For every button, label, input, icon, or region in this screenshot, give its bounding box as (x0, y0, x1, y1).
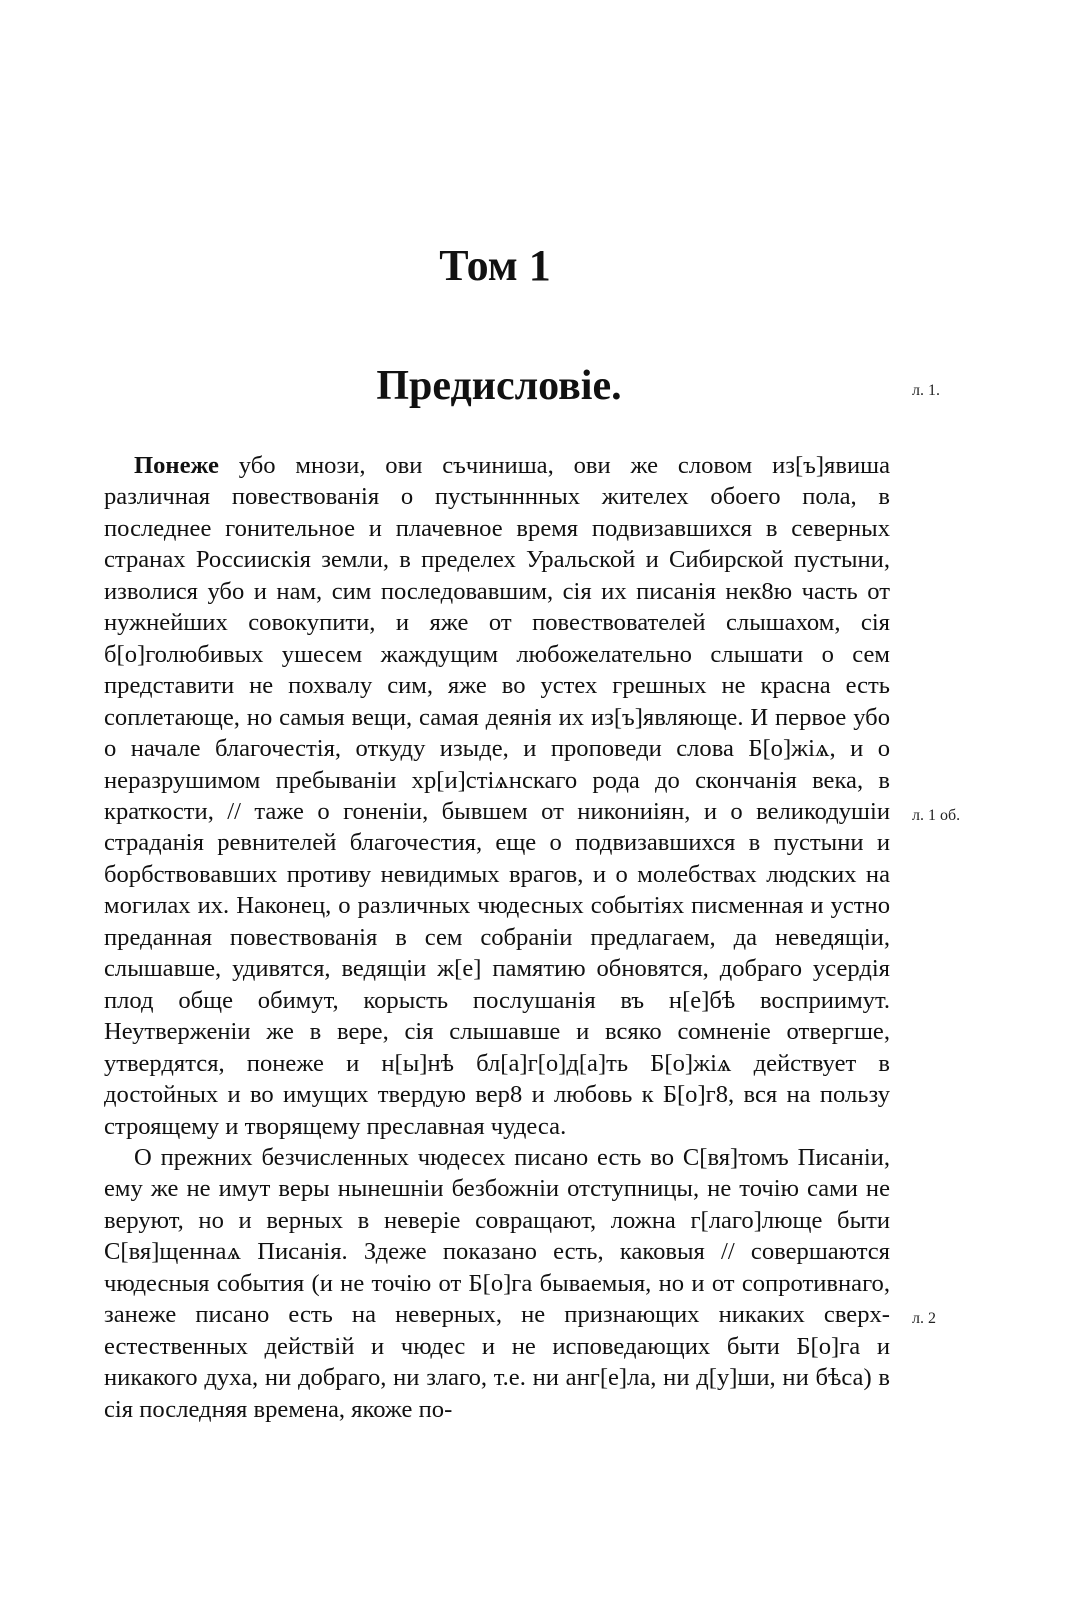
margin-note-leaf-2: л. 2 (912, 1310, 936, 1327)
paragraph-2-text: О прежних безчисленных чюдесех писано есть во С[вя]томъ Писанiи, ему же не имут веры нынешнiи безбожнiи отступницы, не точiю сами не веруют, но и верных в неверiе совращают, ложна г[лаго]люще быти С[вя]щеннаѧ Писанiя. Здеже показано есть, каковыя // совершаются чюдесныя события (и не точiю от Б[о]га бываемыя, но и от сопротивнаго, занеже писано есть на неверных, не признающих никаких сверх-естественных действiй и чюдес и не исповедающих быти Б[о]га и никакого духа, ни добраго, ни злаго, т.е. ни анг[е]ла, ни д[у]ши, ни бѣса) в сiя последняя времена, якоже по- (104, 1143, 890, 1423)
section-title: Предисловiе. (376, 363, 622, 409)
margin-note-leaf-1-verso: л. 1 об. (912, 807, 961, 824)
paragraph-1-text: убо мнози, ови съчиниша, ови же словом из[ъ]явиша различная повествованiя о пустынннных жителех обоего пола, в последнее гонительное и плачевное время подвизавшихся в северных странах Россиискiя земли, в пределех Уральской и Сибирской пустыни, изволися убо и нам, сим последовавшим, сiя их писанiя нек8ю часть от нужнейших совокупити, и яже от повествователей слышахом, сiя б[о]голюбивых ушесем жаждущим любожелательно слышати о сем представити не похвалу сим, яже во устех грешных не красна есть соплетающе, но самыя вещи, самая деянiя их из[ъ]являюще. И первое убо о начале благочестiя, откуду изыде, и проповеди слова Б[о]жiѧ, и о неразрушимом пребыванiи хр[и]стiѧнскаго рода до скончанiя века, в краткости, // таже о гоненiи, бывшем от никониiян, и о великодушiи страданiя ревнителей благочестия, еще о подвизавшихся в пустыни и борбствовавших противу невидимых врагов, и о молебствах людских на могилах их. Наконец, о различных чюдесных событiях писменная и устно преданная повествованiя в сем собранiи предлагаем, да неведящiи, слышавше, удивятся, ведящiи ж[е] памятию обновятся, добраго усердiя плод обще обимут, корысть послушанiя въ н[е]бѣ восприимут. Неутверженiи же в вере, сiя слышавше и всяко сомненiе отвергше, утвердятся, понеже и н[ы]нѣ бл[а]г[о]д[а]ть Б[о]жiѧ действует в достойных и во имущих твердую вер8 и любовь к Б[о]г8, вся на пользу строящему и творящему преславная чудеса. (104, 452, 890, 1140)
margin-note-leaf-1: л. 1. (912, 382, 940, 399)
body-text (104, 450, 890, 1425)
section-heading-row (0, 362, 1066, 422)
paragraph-2 (104, 1142, 890, 1425)
paragraph-1 (104, 450, 890, 1142)
volume-title: Том 1 (439, 241, 551, 290)
paragraph-1-first-word: Понеже (134, 452, 219, 479)
